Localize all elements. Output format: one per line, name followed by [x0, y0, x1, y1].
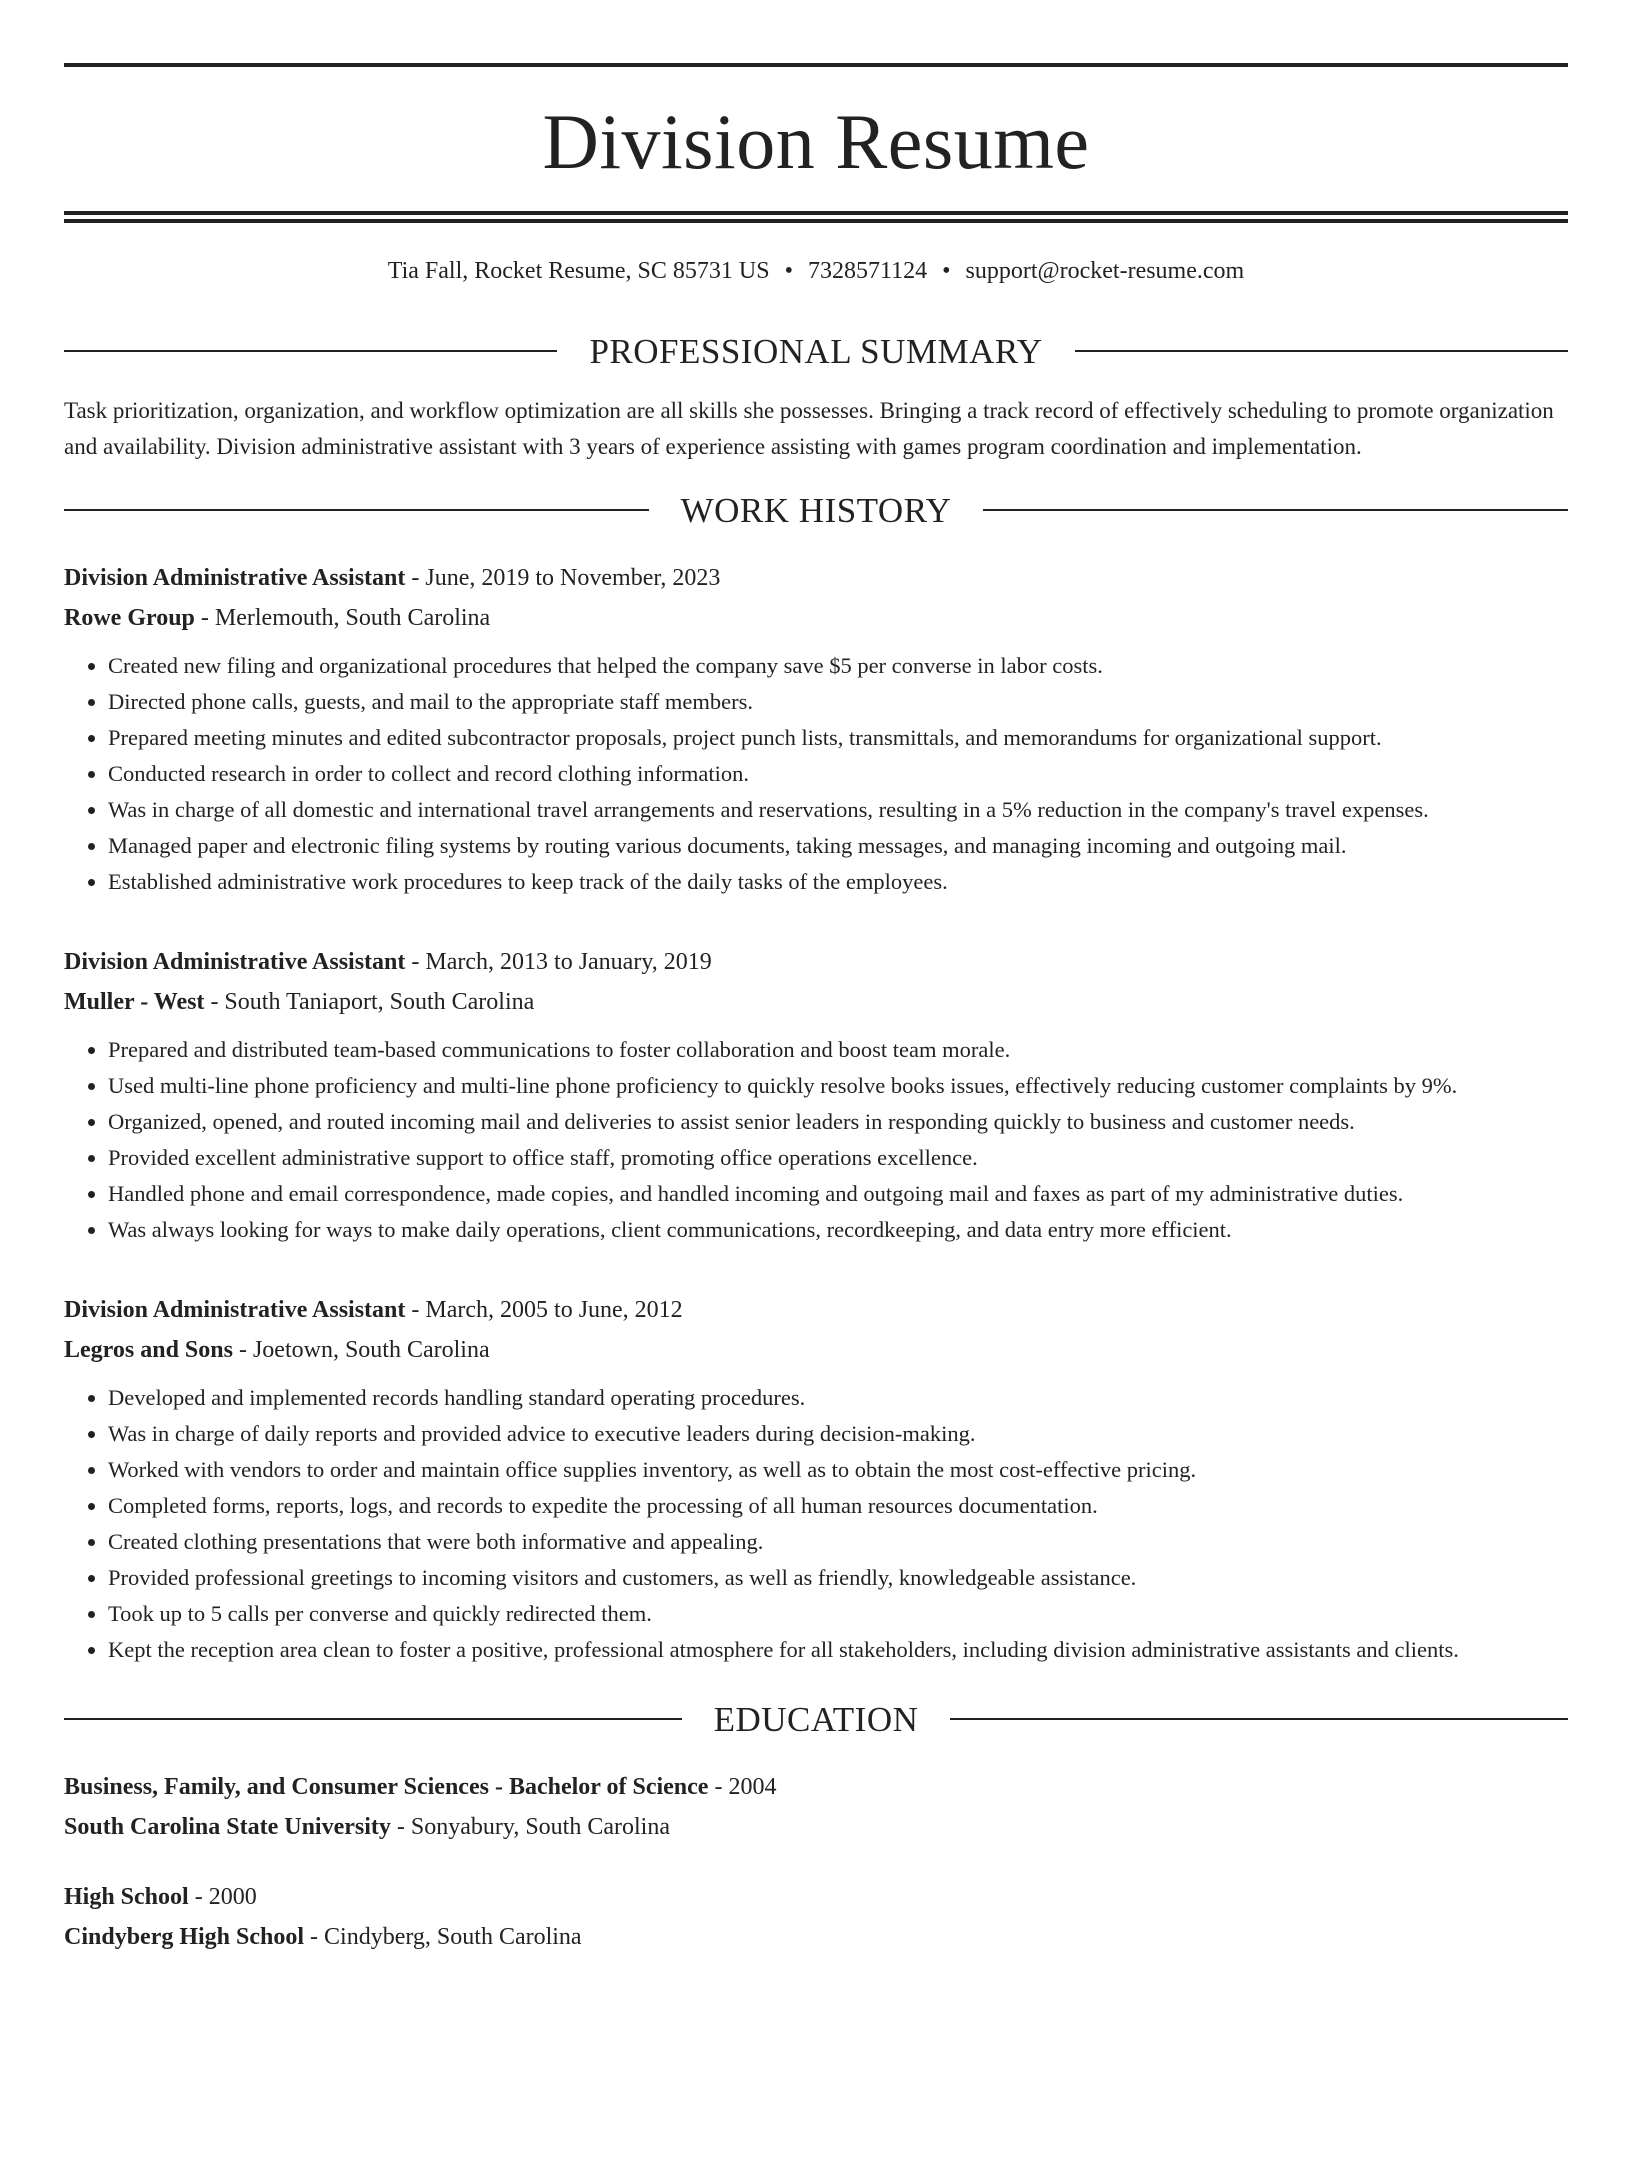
list-item: • Was in charge of all domestic and international travel arrangements and reservations, resulting in a 5% reduction in the company's travel expenses.: [108, 792, 1568, 828]
section-label: PROFESSIONAL SUMMARY: [589, 331, 1043, 371]
title-double-rule: [64, 211, 1568, 223]
edu-year: - 2004: [708, 1773, 777, 1800]
job-bullets: [64, 1032, 1568, 1248]
edu-degree: Business, Family, and Consumer Sciences - Bachelor of Science: [64, 1773, 709, 1800]
job-bullets: [64, 1380, 1568, 1668]
edu-school-line: [64, 1807, 1568, 1847]
section-heading-summary: [64, 331, 1568, 371]
job-title-line: [64, 942, 1568, 982]
job-dates: - March, 2005 to June, 2012: [405, 1296, 683, 1323]
section-heading-work: [64, 490, 1568, 530]
list-item: • Directed phone calls, guests, and mail to the appropriate staff members.: [108, 684, 1568, 720]
job-dates: - March, 2013 to January, 2019: [405, 948, 712, 975]
list-item: • Managed paper and electronic filing systems by routing various documents, taking messages, and managing incoming and outgoing mail.: [108, 828, 1568, 864]
list-item: • Created clothing presentations that were both informative and appealing.: [108, 1524, 1568, 1560]
list-item: • Was always looking for ways to make daily operations, client communications, recordkeeping, and data entry more efficient.: [108, 1212, 1568, 1248]
resume-page: [0, 63, 1632, 2175]
education-entry: [64, 1877, 1568, 1957]
resume-title: Division Resume: [542, 98, 1090, 185]
heading-rule: [64, 350, 557, 352]
job-title-line: [64, 558, 1568, 598]
heading-rule: [950, 1718, 1568, 1720]
section-heading-education: [64, 1699, 1568, 1739]
list-item: • Developed and implemented records handling standard operating procedures.: [108, 1380, 1568, 1416]
list-item: • Organized, opened, and routed incoming mail and deliveries to assist senior leaders in responding quickly to business and customer needs.: [108, 1104, 1568, 1140]
job-title: Division Administrative Assistant: [64, 948, 406, 975]
job-entry: [64, 1290, 1568, 1668]
job-company: Muller - West: [64, 988, 205, 1015]
list-item: • Used multi-line phone proficiency and multi-line phone proficiency to quickly resolve books issues, effectively reducing customer complaints by 9%.: [108, 1068, 1568, 1104]
top-rule: [64, 63, 1568, 67]
job-company: Legros and Sons: [64, 1336, 233, 1363]
section-label: EDUCATION: [713, 1699, 919, 1739]
job-title-line: [64, 1290, 1568, 1330]
contact-separator: •: [942, 258, 951, 284]
job-company-line: [64, 1330, 1568, 1370]
edu-school-line: [64, 1917, 1568, 1957]
list-item: • Prepared meeting minutes and edited subcontractor proposals, project punch lists, transmittals, and memorandums for organizational support.: [108, 720, 1568, 756]
heading-rule: [983, 509, 1568, 511]
section-label: WORK HISTORY: [680, 490, 952, 530]
heading-rule: [64, 509, 649, 511]
heading-rule: [1075, 350, 1568, 352]
list-item: • Kept the reception area clean to foster a positive, professional atmosphere for all stakeholders, including division administrative assistants and clients.: [108, 1632, 1568, 1668]
summary-text: Task prioritization, organization, and workflow optimization are all skills she possesses. Bringing a track record of effectively scheduling to promote organization and availability. Division administrative assistant with 3 years of experience assisting with games program coordination and implementation.: [64, 397, 1554, 459]
heading-rule: [64, 1718, 682, 1720]
edu-location: - Cindyberg, South Carolina: [304, 1923, 582, 1950]
list-item: • Handled phone and email correspondence, made copies, and handled incoming and outgoing mail and faxes as part of my administrative duties.: [108, 1176, 1568, 1212]
list-item: • Established administrative work procedures to keep track of the daily tasks of the employees.: [108, 864, 1568, 900]
edu-degree: High School: [64, 1883, 189, 1910]
job-company-line: [64, 982, 1568, 1022]
contact-email: support@rocket-resume.com: [965, 258, 1245, 284]
edu-location: - Sonyabury, South Carolina: [390, 1813, 670, 1840]
contact-line: [64, 257, 1568, 286]
edu-year: - 2000: [188, 1883, 257, 1910]
job-bullets: [64, 648, 1568, 900]
contact-address: Tia Fall, Rocket Resume, SC 85731 US: [387, 258, 770, 284]
job-title: Division Administrative Assistant: [64, 564, 406, 591]
job-entry: [64, 558, 1568, 900]
job-location: - South Taniaport, South Carolina: [204, 988, 535, 1015]
list-item: • Was in charge of daily reports and provided advice to executive leaders during decision-making.: [108, 1416, 1568, 1452]
edu-degree-line: [64, 1877, 1568, 1917]
job-company-line: [64, 598, 1568, 638]
job-location: - Joetown, South Carolina: [232, 1336, 490, 1363]
list-item: • Worked with vendors to order and maintain office supplies inventory, as well as to obtain the most cost-effective pricing.: [108, 1452, 1568, 1488]
job-company: Rowe Group: [64, 604, 195, 631]
contact-phone: 7328571124: [808, 258, 928, 284]
contact-separator: •: [784, 258, 793, 284]
job-location: - Merlemouth, South Carolina: [194, 604, 491, 631]
job-entry: [64, 942, 1568, 1248]
education-entry: [64, 1767, 1568, 1847]
work-history-list: [64, 558, 1568, 1668]
edu-degree-line: [64, 1767, 1568, 1807]
list-item: • Provided professional greetings to incoming visitors and customers, as well as friendly, knowledgeable assistance.: [108, 1560, 1568, 1596]
list-item: • Provided excellent administrative support to office staff, promoting office operations excellence.: [108, 1140, 1568, 1176]
edu-school: South Carolina State University: [64, 1813, 391, 1840]
job-dates: - June, 2019 to November, 2023: [405, 564, 721, 591]
list-item: • Took up to 5 calls per converse and quickly redirected them.: [108, 1596, 1568, 1632]
list-item: • Completed forms, reports, logs, and records to expedite the processing of all human resources documentation.: [108, 1488, 1568, 1524]
edu-school: Cindyberg High School: [64, 1923, 305, 1950]
list-item: • Conducted research in order to collect and record clothing information.: [108, 756, 1568, 792]
job-title: Division Administrative Assistant: [64, 1296, 406, 1323]
list-item: • Created new filing and organizational procedures that helped the company save $5 per converse in labor costs.: [108, 648, 1568, 684]
list-item: • Prepared and distributed team-based communications to foster collaboration and boost team morale.: [108, 1032, 1568, 1068]
